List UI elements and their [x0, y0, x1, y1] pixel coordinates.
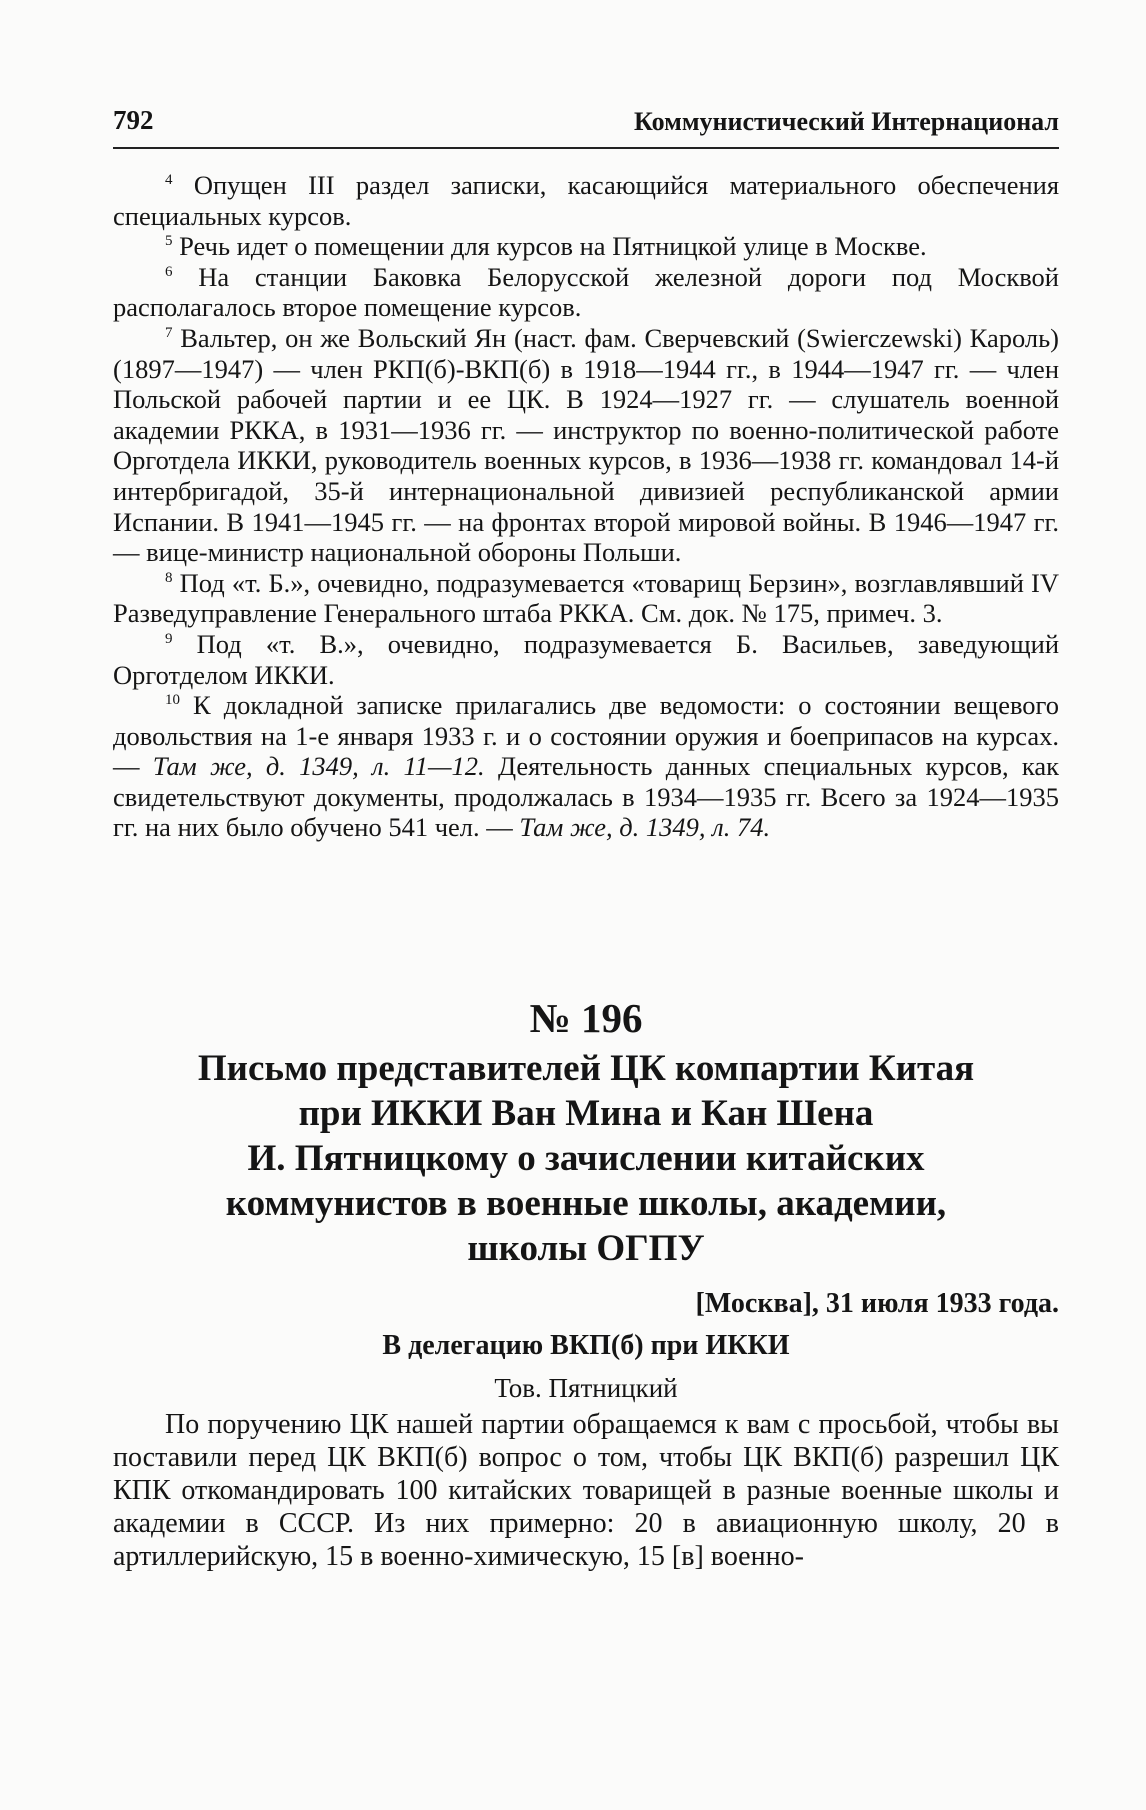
- title-line: Письмо представителей ЦК компартии Китая: [197, 1048, 975, 1089]
- footnote: [113, 231, 1059, 262]
- footnote-text: Опущен III раздел записки, касающийся материального обеспечения специальных курсов.: [113, 170, 1060, 231]
- title-line: при ИККИ Ван Мина и Кан Шена: [298, 1093, 874, 1134]
- footnote-text: Речь идет о помещении для курсов на Пятницкой улице в Москве.: [179, 231, 927, 262]
- document-date: [Москва], 31 июля 1933 года.: [695, 1288, 1059, 1319]
- addressee: В делегацию ВКП(б) при ИККИ: [382, 1330, 790, 1361]
- document-number: № 196: [529, 995, 643, 1041]
- footnote-marker: 8: [165, 569, 173, 586]
- footnote-text: Деятельность данных специальных курсов, как свидетельствуют документы, продолжалась в 1934—1935 гг. Всего за 1924—1935 гг. на них было обучено 541 чел. —: [113, 751, 1059, 843]
- footnote-marker: 6: [165, 263, 173, 280]
- footnote-text: Вальтер, он же Вольский Ян (наст. фам. Сверчевский (Swierczewski) Кароль) (1897—1947) — член РКП(б)-ВКП(б) в 1918—1944 гг., в 1944—1947 гг. — член Польской рабочей партии и ее ЦК. В 1924—1927 гг. — слушатель военной академии РККА, в 1931—1936 гг. — инструктор по военно-политической работе Орготдела ИККИ, руководитель военных курсов, в 1936—1938 гг. командовал 14-й интербригадой, 35-й интернациональной дивизией республиканской армии Испании. В 1941—1945 гг. — на фронтах второй мировой войны. В 1946—1947 гг. — вице-министр национальной обороны Польши.: [113, 322, 1059, 568]
- running-title: Коммунистический Интернационал: [634, 107, 1059, 136]
- footnote: [113, 690, 1059, 843]
- body-paragraph: По поручению ЦК нашей партии обращаемся к вам с просьбой, чтобы вы поставили перед ЦК ВКП(б) вопрос о том, чтобы ЦК ВКП(б) разрешил ЦК КПК откомандировать 100 китайских товарищей в разные военные школы и академии в СССР. Из них примерно: 20 в авиационную школу, 20 в артиллерийскую, 15 в военно-химическую, 15 [в] военно-: [113, 1409, 1059, 1572]
- document-body: [113, 1408, 1059, 1573]
- footnote-text: На станции Баковка Белорусской железной дороги под Москвой располагалось второе помещение курсов.: [113, 261, 1059, 323]
- footnote: [113, 568, 1059, 629]
- archive-reference: Там же, д. 1349, л. 11—12.: [152, 751, 485, 782]
- archive-reference: Там же, д. 1349, л. 74.: [519, 812, 771, 843]
- footnote-marker: 4: [165, 172, 173, 188]
- footnote-text: Под «т. Б.», очевидно, подразумевается «товарищ Берзин», возглавлявший IV Разведуправление Генерального штаба РККА. См. док. № 175, примеч. 3.: [113, 567, 1060, 629]
- footnote: [113, 170, 1059, 231]
- footnote: [113, 262, 1059, 323]
- page-header: [113, 103, 1059, 149]
- footnote: [113, 629, 1059, 690]
- document-title: [113, 1046, 1059, 1271]
- salutation: Тов. Пятницкий: [494, 1373, 678, 1403]
- footnote-marker: 9: [165, 630, 173, 647]
- footnote-text: Под «т. В.», очевидно, подразумевается Б. Васильев, заведующий Орготделом ИККИ.: [113, 628, 1059, 690]
- footnote-text: К докладной записке прилагались две ведомости: о состоянии вещевого довольствия на 1-е января 1933 г. и о состоянии оружия и боеприпасов на курсах. —: [113, 690, 1060, 782]
- page-number: 792: [113, 105, 154, 135]
- title-line: коммунистов в военные школы, академии,: [225, 1183, 947, 1224]
- footnotes-section: [113, 170, 1059, 843]
- footnote-marker: 7: [165, 324, 173, 341]
- footnote: [113, 323, 1059, 568]
- footnote-marker: 5: [165, 233, 173, 250]
- footnote-marker: 10: [165, 692, 180, 709]
- title-line: школы ОГПУ: [467, 1228, 705, 1269]
- title-line: И. Пятницкому о зачислении китайских: [247, 1138, 925, 1179]
